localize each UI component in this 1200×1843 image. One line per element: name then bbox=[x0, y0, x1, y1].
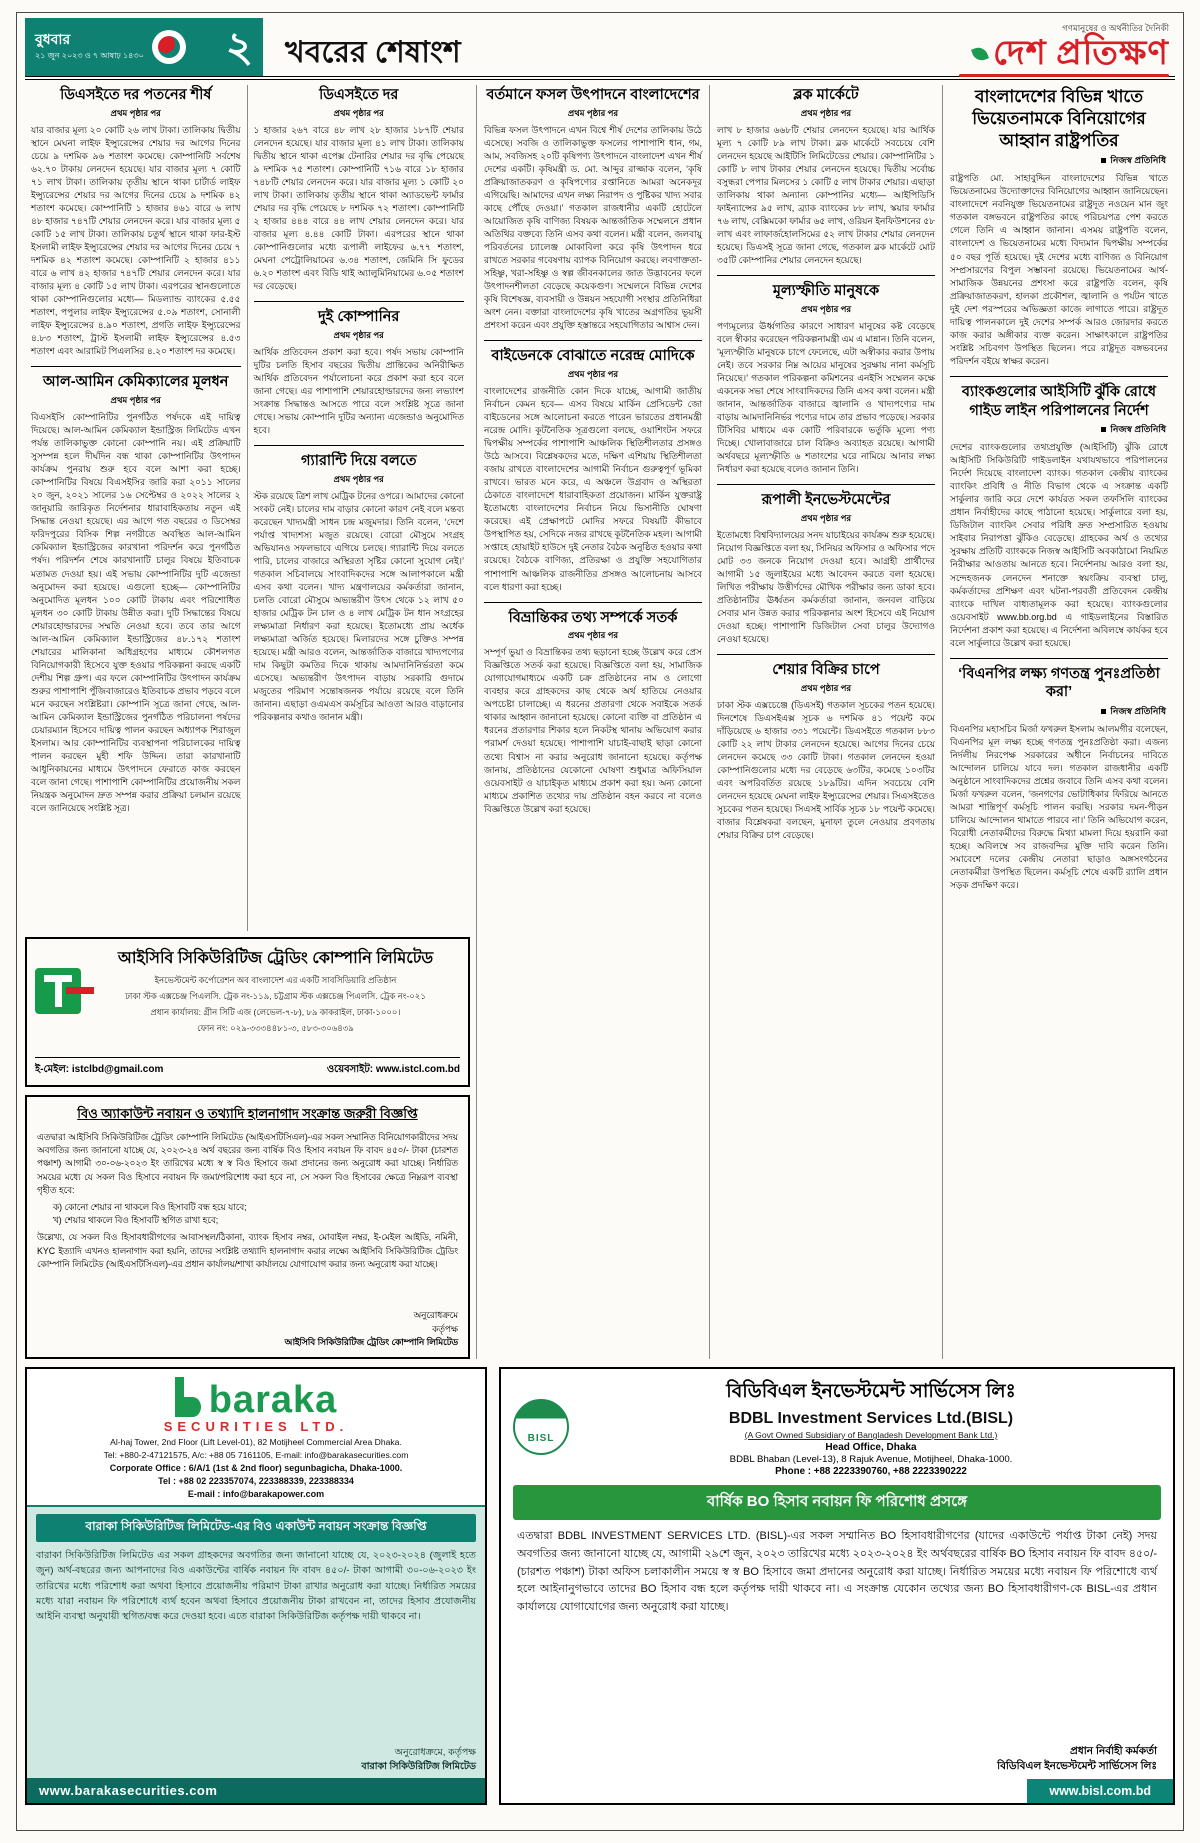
bdbl-website-bar: www.bisl.com.bd bbox=[1027, 1779, 1173, 1803]
signature-line: অনুরোধক্রমে, কর্তৃপক্ষ bbox=[394, 1746, 476, 1758]
bdbl-notice-body: এতদ্বারা BDBL INVESTMENT SERVICES LTD. (BISL)-এর সকল সম্মানিত BO হিসাবধারীগণের (যাদের একাউন্টে পর্যাপ্ত টাকা নেই) সদয় অবগতির জন্য জানানো যাচ্ছে যে, আগামী ২৯শে জুন, ২০২৩ তারিখের মধ্যে ২০২৩-২০২৪ ইং অর্থবছরের বার্ষিক BO হিসাব নবায়ন ফি বাবদ ৪৫০/- (চারশত পঞ্চাশ) টাকা অফিস চলাকালীন সময়ে স্ব স্ব BO হিসাবে জমা প্রদানের অনুরোধ করা যাচ্ছে। নির্ধারিত সময়ের মধ্যে নবায়ন ফি পরিশোধে ব্যর্থ হলে আইনানুগভাবে তাদের BO হিসাব বন্ধ হলে কর্তৃপক্ষ দায়ী থাকবে না। এ সংক্রান্ত যেকোন তথ্যের জন্য BO হিসাবধারীগণ-কে BISL-এর প্রধান কার্যালয়ে যোগাযোগের জন্য অনুরোধ করা যাচ্ছে। bbox=[517, 1530, 1157, 1614]
article-bnp-democracy bbox=[950, 658, 1168, 893]
notice-body-1: এতদ্বারা আইসিবি সিকিউরিটিজ ট্রেডিং কোম্পানি লিমিটেড (আইএসটিসিএল)-এর সকল সম্মানিত বিনিয়োগকারীদের সদয় অবগতির জন্য জানানো যাচ্ছে যে, ২০২৩-২৪ অর্থ বছরের জন্য বার্ষিক বিও হিসাব নবায়ন ফি বাবদ ৪৫০/- টাকা (চারশত পঞ্চাশ) আগামী ৩০-০৬-২০২৩ ইং তারিখের মধ্যে স্ব স্ব বিও হিসাবে জমা প্রদানের জন্য অনুরোধ করা যাচ্ছে। নির্ধারিত সময়ের মধ্যে যে সকল বিও হিসাবে নবায়ন ফি জমা/পরিশোধ করা হবে না, সে সকল বিও হিসাবের ক্ষেত্রে নিম্নরূপ ব্যবস্থা গৃহীত হবে: bbox=[37, 1132, 458, 1195]
baraka-brand: baraka bbox=[208, 1378, 338, 1421]
byline: নিজস্ব প্রতিনিধি bbox=[950, 704, 1166, 719]
continuation-note: প্রথম পৃষ্ঠার পর bbox=[567, 368, 619, 379]
continuation-note: প্রথম পৃষ্ঠার পর bbox=[800, 682, 852, 693]
article-body: বিএনপির মহাসচিব মির্জা ফখরুল ইসলাম আলমগীর বলেছেন, বিএনপির মূল লক্ষ্য হচ্ছে গণতন্ত্র পুনঃপ্রতিষ্ঠা করা। এজন্য নির্দলীয় নিরপেক্ষ সরকারের অধীনে নির্বাচনের দাবিতে আন্দোলন চালিয়ে যাবে দল। গতকাল রাজধানীর একটি অনুষ্ঠানে সাংবাদিকদের প্রশ্নের জবাবে তিনি এসব কথা বলেন। মির্জা ফখরুল বলেন, ‘জনগণের ভোটাধিকার ফিরিয়ে আনতে আমরা শান্তিপূর্ণ কর্মসূচি পালন করছি। সরকার দমন-পীড়ন চালিয়ে আন্দোলন থামাতে পারবে না।’ তিনি অভিযোগ করেন, বিরোধী নেতাকর্মীদের বিরুদ্ধে মিথ্যা মামলা দিয়ে হয়রানি করা হচ্ছে। অবিলম্বে সব রাজবন্দির মুক্তি দাবি করেন তিনি। সমাবেশে দলের কেন্দ্রীয় নেতারা ছাড়াও অঙ্গসংগঠনের নেতাকর্মীরা উপস্থিত ছিলেন। কর্মসূচি শেষে একটি র‍্যালি প্রধান সড়ক প্রদক্ষিণ করে। bbox=[950, 723, 1168, 891]
date-line: ২১ জুন ২০২৩ ও ৭ আষাঢ় ১৪৩০ bbox=[35, 50, 144, 60]
article-headline: বিভ্রান্তিকর তথ্য সম্পর্কে সতর্ক bbox=[508, 609, 678, 626]
baraka-notice-body: বারাকা সিকিউরিটিজ লিমিটেড এর সকল গ্রাহকদের অবগতির জন্য জানানো যাচ্ছে যে, ২০২৩-২০২৪ (জুলাই হতে জুন) অর্থ-বছরের জন্য আপনাদের বিও একাউন্টের বার্ষিক নবায়ন ফি বাবদ ৪৫০/- টাকা আগামী ৩০-০৬-২০২৩ ইং তারিখের মধ্যে পরিশোধ করা অথবা হিসাবে প্রয়োজনীয় পরিমাণ টাকা রাখার অনুরোধ করা যাচ্ছে। নির্ধারিত সময়ের মধ্যে যারা নবায়ন ফি পরিশোধে ব্যর্থ হবেন অথবা হিসাবে প্রয়োজনীয় টাকা রাখবেন না, তাদের হিসাব প্রযোজনীয় আইনি ব্যবস্থা অনুযায়ী স্থগিত/বন্ধ করে দেওয়া হবে। এতে বারাকা সিকিউরিটিজ কর্তৃপক্ষ দায়ী থাকবে না। bbox=[36, 1550, 476, 1623]
baraka-securities-ad bbox=[25, 1367, 487, 1805]
baraka-header bbox=[27, 1369, 485, 1505]
article-body: ঢাকা স্টক এক্সচেঞ্জে (ডিএসই) গতকাল সূচকের পতন হয়েছে। দিনশেষে ডিএসইএক্স সূচক ৬ দশমিক ৪১ পয়েন্ট কমে দাঁড়িয়েছে ৬ হাজার ৩৩১ পয়েন্টে। ডিএসইতে গতকাল ৮৮৩ কোটি ২২ লাখ টাকার লেনদেন হয়েছে। আগের দিনের চেয়ে লেনদেন কমেছে ৩৩ কোটি টাকা। গতকাল লেনদেন হওয়া কোম্পানিগুলোর মধ্যে দর বেড়েছে ৬৩টির, কমেছে ১০৩টির এবং অপরিবর্তিত রয়েছে ১৮৯টির। এদিন সবচেয়ে বেশি লেনদেন হয়েছে মেঘনা লাইফ ইন্স্যুরেন্সের শেয়ার। সিএসইতেও সূচকের পতন হয়েছে। সিএসই সার্বিক সূচক ১৮ পয়েন্ট কমেছে। বাজার বিশ্লেষকরা বলছেন, মুনাফা তুলে নেওয়ার প্রবণতায় শেয়ার বিক্রির চাপ বেড়েছে। bbox=[717, 699, 935, 841]
continuation-note: প্রথম পৃষ্ঠার পর bbox=[567, 630, 619, 641]
icb-securities-ad bbox=[25, 937, 470, 1087]
column-4 bbox=[710, 85, 943, 1359]
article-body: ইতোমধ্যে বিশ্ববিদ্যালয়ের সনদ যাচাইয়ের কার্যক্রম শুরু হয়েছে। নিয়োগ বিজ্ঞপ্তিতে বলা হয়, সিনিয়র অফিসার ও অফিসার পদে মোট ৩৩ জনকে নিয়োগ দেওয়া হবে। আগ্রহী প্রার্থীদের আগামী ১৫ জুলাইয়ের মধ্যে আবেদন করতে বলা হয়েছে। লিখিত পরীক্ষায় উত্তীর্ণদের মৌখিক পরীক্ষার জন্য ডাকা হবে। প্রতিষ্ঠানটির ঊর্ধ্বতন কর্মকর্তারা জানান, জনবল বাড়িয়ে সেবার মান উন্নত করার পরিকল্পনার অংশ হিসেবে এই নিয়োগ দেওয়া হচ্ছে। পাশাপাশি ডিজিটাল সেবা চালুর উদ্যোগও নেওয়া হয়েছে। bbox=[717, 529, 935, 645]
byline-mark-icon bbox=[1101, 427, 1106, 432]
article-body: আর্থিক প্রতিবেদন প্রকাশ করা হবে। পর্ষদ সভায় কোম্পানি দুটির চলতি হিসাব বছরের দ্বিতীয় প্রান্তিকের অনিরীক্ষিত আর্থিক প্রতিবেদন পর্যালোচনা করে প্রকাশ করা হবে বলে জানা গেছে। এর পাশাপাশি শেয়ারহোল্ডারদের জন্য লভ্যাংশ সংক্রান্ত সিদ্ধান্তও আসতে পারে বলে সংশ্লিষ্ট সূত্রে জানা গেছে। সভায় কোম্পানি দুটির অন্যান্য এজেন্ডাও অনুমোদিত হবে। bbox=[253, 346, 464, 435]
article-body: স্টক রয়েছে ত্রিশ লাখ মেট্রিক টনের ওপরে। আমাদের কোনো সংকট নেই। চালের দাম বাড়ার কোনো কারণ নেই বলে মন্তব্য করেছেন খাদ্যমন্ত্রী সাধন চন্দ্র মজুমদার। তিনি বলেন, ‘দেশে পর্যাপ্ত খাদ্যশস্য মজুত রয়েছে। বোরো মৌসুমে সংগ্রহ অভিযানও সফলভাবে এগিয়ে চলছে। গ্যারান্টি দিয়ে বলতে পারি, চালের বাজারে অস্থিরতা সৃষ্টির কোনো সুযোগ নেই।’ গতকাল সচিবালয়ে সাংবাদিকদের সঙ্গে আলাপকালে মন্ত্রী এসব কথা বলেন। খাদ্য মন্ত্রণালয়ের কর্মকর্তারা জানান, চলতি বোরো মৌসুমে অভ্যন্তরীণ উৎস থেকে ১২ লাখ ৫০ হাজার মেট্রিক টন চাল ও ৪ লাখ মেট্রিক টন ধান সংগ্রহের লক্ষ্যমাত্রা নির্ধারণ করা হয়েছে। ইতোমধ্যে প্রায় অর্ধেক লক্ষ্যমাত্রা অর্জিত হয়েছে। মিলারদের সঙ্গে চুক্তিও সম্পন্ন হয়েছে। মন্ত্রী আরও বলেন, আন্তর্জাতিক বাজারে খাদ্যপণ্যের দাম কিছুটা কমতির দিকে থাকায় আমদানিনির্ভরতা কমে এসেছে। অভ্যন্তরীণ উৎপাদন বাড়ায় সরকারি গুদামে মজুতের পরিমাণ সন্তোষজনক পর্যায়ে রয়েছে বলে তিনি জানান। এছাড়া ওএমএস কর্মসূচির আওতা আরও বাড়ানোর পরিকল্পনার কথাও জানান মন্ত্রী। bbox=[253, 490, 464, 723]
article-headline: মূল্যস্ফীতি মানুষকে bbox=[772, 283, 880, 300]
bdbl-notice-title: বার্ষিক BO হিসাব নবায়ন ফি পরিশোধ প্রসঙ্গে bbox=[513, 1485, 1161, 1520]
date-page-box bbox=[25, 18, 263, 76]
continuation-note: প্রথম পৃষ্ঠার পর bbox=[333, 473, 384, 484]
paper-emblem-icon bbox=[152, 30, 186, 64]
news-columns bbox=[25, 85, 1175, 1359]
signature-company: বিডিবিএল ইনভেস্টমেন্ট সার্ভিসেস লিঃ bbox=[997, 1760, 1157, 1773]
article-sell-pressure bbox=[717, 654, 935, 842]
article-body: বিএসইসি কোম্পানিটির পুনর্গঠিত পর্ষদকে এই দায়িত্ব দিয়েছে। আল-আমিন কেমিক্যাল ইন্ডাস্ট্রিজ লিমিটেড এখন পর্যন্ত তালিকাভুক্ত কোনো কোম্পানি নয়। এই প্রক্রিয়াটি সুসম্পন্ন হলে দীর্ঘদিন বন্ধ থাকা কোম্পানিটির উৎপাদন কার্যক্রম পুনরায় শুরু হবে বলে আশা করা হচ্ছে। কোম্পানিটির বিষয়ে বিএসইসির জারি করা ২০১১ সালের ২০ জুন, ২০২১ সালের ১৬ সেপ্টেম্বর ও ২০২২ সালের ২ জানুয়ারি জারিকৃত নির্দেশনার ধারাবাহিকতায় নতুন এই সিদ্ধান্ত নেওয়া হয়েছে। এর আগে গত বছরের ৩ ডিসেম্বর ফরিদপুরের বিসিক শিল্প নগরীতে অবস্থিত আল-আমিন কেমিক্যাল ইন্ডাস্ট্রিজের কারখানা পরিদর্শন করে পুনর্গঠিত পর্ষদ। পরিদর্শন শেষে কারখানাটি চালুর বিষয়ে ইতিবাচক মতামত দেওয়া হয়। এই সভায় কোম্পানিটির দুটি এজেন্ডা অনুমোদন করা হয়েছে। এগুলো হচ্ছে— কোম্পানিটির অনুমোদিত মূলধন ১০০ কোটি টাকায় এবং পরিশোধিত মূলধন ৩০ কোটি টাকায় উন্নীত করা। দুটি সিদ্ধান্তের বিষয়ে শেয়ারহোল্ডারদের সম্মতি নেওয়া হবে। তবে তার আগে আল-আমিন কেমিক্যাল ইন্ডাস্ট্রিজের ৪৮.১৭২ শতাংশ শেয়ারের মালিকানা অধিগ্রহণের মাধ্যমে কৌশলগত বিনিয়োগকারী হিসেবে যুক্ত হওয়ার পরিকল্পনা করছে একটি দেশীয় শিল্প গ্রুপ। এর ফলে কোম্পানিটির উৎপাদন কার্যক্রম শুরুর পাশাপাশি পুঁজিবাজারেও ইতিবাচক প্রভাব পড়বে বলে মনে করছেন সংশ্লিষ্টরা। কোম্পানি সূত্রে জানা গেছে, আল-আমিন কেমিক্যাল ইন্ডাস্ট্রিজের পুনর্গঠিত পরিচালনা পর্ষদের চেয়ারম্যান হিসেবে দায়িত্ব পালন করছেন অধ্যাপক শিরাজুল ইসলাম। আর কোম্পানিটির ব্যবস্থাপনা পরিচালকের দায়িত্ব পালন করছেন মুহী শফি উদ্দিন। তারা কারখানাটি আধুনিকায়নের মাধ্যমে উৎপাদনে ফেরাতে কাজ করছেন বলে জানা গেছে। পাশাপাশি কোম্পানিটির প্রয়োজনীয় সকল নিয়ন্ত্রক অনুমোদন দ্রুত সম্পন্ন করার প্রক্রিয়া চলমান রয়েছে বলে জানিয়েছে সংশ্লিষ্ট সূত্র। bbox=[31, 411, 241, 814]
icb-ad-address: প্রধান কার্যালয়: গ্রীন সিটি এজ (লেভেল-৭-৮), ৮৯ কাকরাইল, ঢাকা-১০০০। bbox=[150, 1007, 401, 1017]
baraka-notice-signature bbox=[36, 1746, 476, 1775]
bdbl-footer bbox=[501, 1779, 1173, 1803]
day-date bbox=[35, 31, 144, 63]
continuation-note: প্রথম পৃষ্ঠার পর bbox=[333, 329, 384, 340]
column-5 bbox=[943, 85, 1175, 1359]
icb-logo-icon bbox=[35, 968, 81, 1014]
baraka-bo-notice bbox=[27, 1505, 485, 1778]
article-body: সম্পূর্ণ ভুয়া ও বিভ্রান্তিকর তথ্য ছড়ানো হচ্ছে উল্লেখ করে প্রেস বিজ্ঞপ্তিতে সতর্ক করা হয়েছে। বিজ্ঞপ্তিতে বলা হয়, সামাজিক যোগাযোগমাধ্যমে একটি চক্র প্রতিষ্ঠানের নাম ও লোগো ব্যবহার করে গ্রাহকদের কাছ থেকে অর্থ হাতিয়ে নেওয়ার অপচেষ্টা চালাচ্ছে। এ ধরনের প্রতারণা থেকে সবাইকে সতর্ক থাকার আহ্বান জানানো হয়েছে। কোনো ব্যক্তি বা প্রতিষ্ঠান এ ধরনের প্রতারণার শিকার হলে নিকটস্থ থানায় অভিযোগ করার পরামর্শ দেওয়া হয়েছে। পাশাপাশি যাচাই-বাছাই ছাড়া কোনো তথ্যে বিশ্বাস না করার অনুরোধ জানানো হয়েছে। কর্তৃপক্ষ জানায়, প্রতিষ্ঠানের যেকোনো ঘোষণা শুধুমাত্র অফিসিয়াল ওয়েবসাইট ও যাচাইকৃত মাধ্যমে প্রকাশ করা হয়। অন্য কোনো মাধ্যমে প্রকাশিত তথ্যের দায় প্রতিষ্ঠান বহন করবে না বলেও বিজ্ঞপ্তিতে উল্লেখ করা হয়েছে। bbox=[484, 647, 702, 814]
bottom-ads bbox=[25, 1367, 1175, 1805]
baraka-corporate-tel: Tel : +88 02 223357074, 223388339, 223388334 bbox=[158, 1476, 354, 1486]
icb-email: ই-মেইল: istclbd@gmail.com bbox=[35, 1064, 164, 1075]
signature-line: অনুরোধক্রমে bbox=[413, 1310, 458, 1321]
continuation-note: প্রথম পৃষ্ঠার পর bbox=[800, 303, 852, 314]
article-headline: বাইডেনকে বোঝাতে নরেন্দ্র মোদিকে bbox=[491, 348, 695, 365]
article-headline: আল-আমিন কেমিক্যালের মূলধন bbox=[43, 374, 229, 391]
paper-nameplate bbox=[959, 18, 1175, 76]
bdbl-govt-line: (A Govt Owned Subsidiary of Bangladesh Development Bank Ltd.) bbox=[744, 1430, 998, 1440]
bisl-logo-icon: BISL bbox=[513, 1399, 569, 1455]
article-headline: রূপালী ইনভেস্টমেন্টের bbox=[761, 492, 891, 509]
signature-company: আইসিবি সিকিউরিটিজ ট্রেডিং কোম্পানি লিমিটেড bbox=[284, 1336, 458, 1347]
notice-signature bbox=[37, 1309, 458, 1349]
article-headline: ‘বিএনপির লক্ষ্য গণতন্ত্র পুনঃপ্রতিষ্ঠা করা’ bbox=[958, 665, 1160, 701]
notice-title: বিও অ্যাকাউন্ট নবায়ন ও তথ্যাদি হালনাগাদ সংক্রান্ত জরুরী বিজ্ঞপ্তি bbox=[77, 1106, 418, 1121]
continuation-note: প্রথম পৃষ্ঠার পর bbox=[800, 107, 852, 118]
bdbl-head-office: Head Office, Dhaka bbox=[825, 1442, 917, 1453]
baraka-corporate-office: Corporate Office : 6/A/1 (1st & 2nd floor) segunbagicha, Dhaka-1000. bbox=[109, 1463, 403, 1473]
article-headline: বর্তমানে ফসল উৎপাদনে বাংলাদেশের bbox=[486, 87, 700, 103]
article-rupali-investment bbox=[717, 484, 935, 646]
article-crop-production bbox=[484, 86, 702, 332]
continuation-note: প্রথম পৃষ্ঠার পর bbox=[333, 107, 384, 118]
page-number: ২ bbox=[225, 23, 253, 70]
notice-item: খ) শেয়ার থাকলে বিও হিসাবটি স্থগিত রাখা হবে; bbox=[53, 1215, 219, 1226]
column-1 bbox=[25, 85, 248, 931]
icb-ad-title: আইসিবি সিকিউরিটিজ ট্রেডিং কোম্পানি লিমিটেড bbox=[117, 950, 434, 967]
nameplate-underline bbox=[959, 74, 1169, 77]
baraka-contact: Tel: +880-2-47121575, A/c: +88 05 7161105, E-mail: info@barakasecurities.com bbox=[103, 1450, 409, 1460]
weekday: বুধবার bbox=[35, 31, 71, 48]
bdbl-address: BDBL Bhaban (Level-13), 8 Rajuk Avenue, Motijheel, Dhaka-1000. bbox=[729, 1454, 1013, 1465]
baraka-notice-title: বারাকা সিকিউরিটিজ লিমিটেড-এর বিও একাউন্ট নবায়ন সংক্রান্ত বিজ্ঞপ্তি bbox=[36, 1514, 476, 1542]
article-headline: ব্লক মার্কেটে bbox=[793, 87, 859, 103]
notice-item: ক) কোনো শেয়ার না থাকলে বিও হিসাবটি বন্ধ হয়ে যাবে; bbox=[53, 1201, 247, 1212]
article-body: পণ্যমূল্যের ঊর্ধ্বগতির কারণে সাধারণ মানুষের কষ্ট বেড়েছে বলে স্বীকার করেছেন পরিকল্পনামন্ত্রী এম এ মান্নান। তিনি বলেন, ‘মূল্যস্ফীতি মানুষকে চাপে ফেলেছে, এটা অস্বীকার করার উপায় নেই। তবে সরকার নিম্ন আয়ের মানুষের সুরক্ষায় নানা কর্মসূচি নিয়েছে।’ গতকাল পরিকল্পনা কমিশনের এনইসি সম্মেলন কক্ষে একনেক সভা শেষে সাংবাদিকদের তিনি এসব কথা বলেন। মন্ত্রী জানান, আন্তর্জাতিক বাজারে জ্বালানি ও খাদ্যপণ্যের দাম বাড়ায় আমদানিনির্ভর পণ্যের দামে তার প্রভাব পড়েছে। সরকার টিসিবির মাধ্যমে এক কোটি পরিবারকে ভর্তুকি মূল্যে পণ্য দিচ্ছে। খোলাবাজারে চাল বিক্রিও অব্যাহত রয়েছে। আগামী অর্থবছরে মূল্যস্ফীতি ৬ শতাংশের ঘরে নামিয়ে আনার লক্ষ্য নির্ধারণ করা হয়েছে বলেও জানান তিনি। bbox=[717, 320, 935, 475]
bo-renewal-notice bbox=[25, 1095, 470, 1359]
byline: নিজস্ব প্রতিনিধি bbox=[950, 153, 1166, 168]
left-column-pair bbox=[25, 85, 477, 1359]
continuation-note: প্রথম পৃষ্ঠার পর bbox=[567, 107, 619, 118]
bdbl-name-en: BDBL Investment Services Ltd.(BISL) bbox=[728, 1410, 1014, 1427]
article-al-amin-capital bbox=[31, 366, 241, 815]
byline-mark-icon bbox=[1101, 158, 1106, 163]
icb-ad-phone: ফোন নং: ০২৯-৩৩৩৪৪৮১-৩, ৫৮৩-৩০৬৪৩৯ bbox=[197, 1023, 354, 1033]
bdbl-header bbox=[501, 1369, 1173, 1481]
article-two-companies bbox=[254, 301, 465, 437]
article-headline: দুই কোম্পানির bbox=[318, 309, 400, 326]
column-2 bbox=[248, 85, 471, 931]
article-body: দেশের ব্যাংকগুলোর তথ্যপ্রযুক্তি (আইসিটি) ঝুঁকি রোধে আইসিটি সিকিউরিটি গাইডলাইন যথাযথভাবে পরিপালনের নির্দেশ দিয়েছে বাংলাদেশ ব্যাংক। গতকাল কেন্দ্রীয় ব্যাংকের ব্যাংকিং প্রবিধি ও নীতি বিভাগ থেকে এ সংক্রান্ত একটি সার্কুলার জারি করে দেশে কার্যরত সকল তফসিলি ব্যাংকের প্রধান নির্বাহীদের কাছে পাঠানো হয়েছে। সার্কুলারে বলা হয়, ডিজিটাল ব্যাংকিং সেবার পরিধি দ্রুত সম্প্রসারিত হওয়ায় সাইবার নিরাপত্তা ঝুঁকিও বেড়েছে। গ্রাহকের অর্থ ও তথ্যের সুরক্ষায় প্রতিটি ব্যাংককে নিজস্ব আইসিটি অবকাঠামো নিয়মিত নিরীক্ষার আওতায় আনতে হবে। নির্দেশনায় আরও বলা হয়, সন্দেহজনক লেনদেন শনাক্তে স্বয়ংক্রিয় ব্যবস্থা চালু, কর্মকর্তাদের প্রশিক্ষণ এবং ঘটনা-পরবর্তী প্রতিবেদন কেন্দ্রীয় ব্যাংকে দাখিল বাধ্যতামূলক করা হয়েছে। ব্যাংকগুলোর ওয়েবসাইট www.bb.org.bd এ গাইডলাইনের বিস্তারিত নির্দেশনা প্রকাশ করা হয়েছে। এ নির্দেশনা অবিলম্বে কার্যকর হবে বলে সার্কুলারে উল্লেখ করা হয়েছে। bbox=[950, 442, 1168, 648]
article-block-market bbox=[717, 86, 935, 267]
section-title: খবরের শেষাংশ bbox=[285, 36, 461, 69]
baraka-logo-icon bbox=[175, 1377, 201, 1417]
article-headline: শেয়ার বিক্রির চাপে bbox=[772, 662, 880, 679]
icb-ad-subtitle: ইনভেস্টমেন্ট কর্পোরেশন অব বাংলাদেশ এর একটি সাবসিডিয়ারি প্রতিষ্ঠান bbox=[154, 975, 397, 985]
icb-website: ওয়েবসাইট: www.istcl.com.bd bbox=[326, 1064, 460, 1075]
byline-mark-icon bbox=[1101, 709, 1106, 714]
continuation-note: প্রথম পৃষ্ঠার পর bbox=[110, 107, 161, 118]
signature-title: প্রধান নির্বাহী কর্মকর্তা bbox=[1070, 1744, 1157, 1757]
notice-items bbox=[53, 1201, 458, 1227]
article-biden-modi bbox=[484, 340, 702, 593]
article-headline: ডিএসইতে দর bbox=[319, 87, 399, 103]
article-guarantee bbox=[254, 445, 465, 724]
baraka-corporate-email: E-mail : info@barakapower.com bbox=[187, 1489, 325, 1499]
article-headline: গ্যারান্টি দিয়ে বলতে bbox=[301, 453, 417, 470]
column-3 bbox=[477, 85, 710, 1359]
article-ict-guideline bbox=[950, 376, 1168, 650]
bdbl-name-bn: বিডিবিএল ইনভেস্টমেন্ট সার্ভিসেস লিঃ bbox=[726, 1381, 1016, 1402]
notice-body-2: উল্লেখ্য, যে সকল বিও হিসাবধারীগণের আবাসস্থল/ঠিকানা, ব্যাংক হিসাব নম্বর, মোবাইল নম্বর, ই-মেইল আইডি, নমিনী, KYC ইত্যাদি এখনও হালনাগাদ করা হয়নি, তাদের সংশ্লিষ্ট তথ্যাদি হালনাগাদ করার লক্ষ্যে আইসিবি সিকিউরিটিজ ট্রেডিং কোম্পানি লিমিটেড (আইএসটিসিএল)-এর প্রধান কার্যালয়/শাখা কার্যালয়ে যোগাযোগ করার জন্য অনুরোধ করা যাচ্ছে। bbox=[37, 1232, 458, 1269]
baraka-brand-sub: SECURITIES LTD. bbox=[163, 1419, 349, 1434]
masthead bbox=[25, 18, 1175, 80]
continuation-note: প্রথম পৃষ্ঠার পর bbox=[800, 512, 852, 523]
article-body: বাংলাদেশের রাজনীতি কোন দিকে যাচ্ছে, আগামী জাতীয় নির্বাচন কেমন হবে— এসব বিষয়ে মার্কিন প্রেসিডেন্ট জো বাইডেনের সঙ্গে আলোচনা করতে পারেন ভারতের প্রধানমন্ত্রী নরেন্দ্র মোদি। কূটনৈতিক সূত্রগুলো বলছে, ওয়াশিংটন সফরে দ্বিপক্ষীয় সম্পর্কের পাশাপাশি আঞ্চলিক স্থিতিশীলতার প্রসঙ্গও উঠে আসবে। বিশ্লেষকদের মতে, দক্ষিণ এশিয়ায় স্থিতিশীলতা বজায় রাখতে বাংলাদেশের আগামী নির্বাচন গুরুত্বপূর্ণ ভূমিকা রাখবে। ভারত মনে করে, এ অঞ্চলে উগ্রবাদ ও অস্থিরতা ঠেকাতে বাংলাদেশে ধারাবাহিকতা প্রয়োজন। মার্কিন যুক্তরাষ্ট্র ইতোমধ্যে বাংলাদেশের নির্বাচন নিয়ে ভিসানীতি ঘোষণা করেছে। এই প্রেক্ষাপটে মোদির সফরে বিষয়টি কীভাবে উপস্থাপিত হয়, সেদিকে নজর রাখছে কূটনৈতিক মহল। আগামী সপ্তাহে হোয়াইট হাউসে দুই নেতার বৈঠক অনুষ্ঠিত হওয়ার কথা রয়েছে। বৈঠকে বাণিজ্য, প্রতিরক্ষা ও প্রযুক্তি সহযোগিতার পাশাপাশি আঞ্চলিক রাজনীতির প্রসঙ্গও আলোচনায় আসবে বলে ধারণা করা হচ্ছে। bbox=[484, 385, 702, 592]
paper-name: দেশ প্রতিক্ষণ bbox=[993, 35, 1169, 72]
baraka-address: Al-haj Tower, 2nd Floor (Lift Level-01), 82 Motijheel Commercial Area Dhaka. bbox=[110, 1437, 402, 1447]
article-president-vietnam bbox=[950, 86, 1168, 368]
article-headline: ডিএসইতে দর পতনের শীর্ষ bbox=[60, 87, 212, 103]
article-body: যার বাজার মূল্য ২০ কোটি ২৬ লাখ টাকা। তালিকায় দ্বিতীয় স্থানে মেঘনা লাইফ ইন্স্যুরেন্সের শেয়ার দর আগের দিনের চেয়ে ৯ দশমিক ৯৬ শতাংশ কমেছে। কোম্পানিটি সর্বশেষ ৬২.৭০ টাকায় লেনদেন হয়েছে। যার বাজার মূল্য ৭ কোটি ৭১ লাখ টাকা। তালিকায় তৃতীয় স্থানে থাকা চার্টার্ড লাইফ ইন্স্যুরেন্সের শেয়ার দর আগের দিনের চেয়ে ৯ দশমিক ৪২ শতাংশ কমেছে। কোম্পানিটি ১ হাজার ৪৬১ বারে ৬ লাখ ৪৮ হাজার ৭৪৭টি শেয়ার লেনদেন করে। যার বাজার মূল্য ৫ কোটি ১৫ লাখ টাকা। তালিকায় চতুর্থ স্থানে থাকা ফার-ইস্ট ইসলামী লাইফ ইন্স্যুরেন্সের শেয়ার দর আগের দিনের চেয়ে ৭ দশমিক ৪২ শতাংশ কমেছে। কোম্পানিটি ২ হাজার ৪১১ বারে ৬ লাখ ৪২ হাজার ৭৪৭টি শেয়ার লেনদেন করে। যার বাজার মূল্য ৪ কোটি ১৫ লাখ টাকা। এরপরের স্থানগুলোতে থাকা কোম্পানিগুলোর মধ্যে— মিডল্যান্ড ব্যাংকের ৫.৫৫ শতাংশ, পপুলার লাইফ ইন্স্যুরেন্সের ৫.০৯ শতাংশ, সোনালী লাইফ ইন্স্যুরেন্সের ৪.৯০ শতাংশ, প্রগতি লাইফ ইন্স্যুরেন্সের ৪.৮৩ শতাংশ, ট্রাস্ট ইসলামী লাইফ ইন্স্যুরেন্সের ৪.৫৩ শতাংশ এবং আরামিট পিএলসির ৪.২০ শতাংশ দর কমেছে। bbox=[31, 124, 241, 357]
signature-line: কর্তৃপক্ষ bbox=[432, 1323, 458, 1334]
icb-ad-trek: ঢাকা স্টক এক্সচেঞ্জ পিএলসি. ট্রেক নং-১১৯, চট্টগ্রাম স্টক এক্সচেঞ্জ পিএলসি. ট্রেক নং-০২১ bbox=[125, 991, 426, 1001]
paper-tagline: গণমানুষের ও অর্থনীতির দৈনিকী bbox=[1062, 23, 1169, 33]
page-frame bbox=[16, 12, 1184, 1831]
article-body: ১ হাজার ২৬৭ বারে ৪৮ লাখ ২৮ হাজার ১৮৭টি শেয়ার লেনদেন হয়েছে। যার বাজার মূল্য ৪১ লাখ টাকা। তালিকায় দ্বিতীয় স্থানে থাকা এপেক্স টেনারির শেয়ার দর বৃদ্ধি পেয়েছে ৯ দশমিক ৭৫ শতাংশ। কোম্পানিটি ৭১৬ বারে ১৮ হাজার ৭৪৮টি শেয়ার লেনদেন করে। যার বাজার মূল্য ১ কোটি ২০ লাখ টাকা। তালিকায় তৃতীয় স্থানে থাকা অ্যাডভেন্ট ফার্মার শেয়ার দর বৃদ্ধি পেয়েছে ৮ দশমিক ৭২ শতাংশ। কোম্পানিটি ২ হাজার ৪৪৪ বারে ৪৪ লাখ শেয়ার লেনদেন করে। যার বাজার মূল্য ৪.৪৪ কোটি টাকা। এরপরের স্থানে থাকা কোম্পানিগুলোর মধ্যে রূপালী লাইফের ৬.৭৭ শতাংশ, মেঘনা পেট্রোলিয়ামের ৬.৩৪ শতাংশ, জেমিনি সি ফুডের ৬.২০ শতাংশ এবং বিডি থাই অ্যালুমিনিয়ামের ৬.০৫ শতাংশ দর বেড়েছে। bbox=[253, 124, 464, 292]
article-inflation bbox=[717, 275, 935, 476]
article-body: লাখ ৮ হাজার ৬৬৮টি শেয়ার লেনদেন হয়েছে। যার আর্থিক মূল্য ৭ কোটি ৮৯ লাখ টাকা। ব্লক মার্কেটে সবচেয়ে বেশি লেনদেন হয়েছে আইটিসি লিমিটেডের শেয়ার। কোম্পানিটির ১ কোটি ৮ লাখ টাকার শেয়ার লেনদেন হয়েছে। দ্বিতীয় সর্বোচ্চ বসুন্ধরা পেপার মিলসের ১ কোটি ৫ লাখ টাকার শেয়ার। এছাড়া তালিকায় থাকা অন্যান্য কোম্পানির মধ্যে— আইপিডিসি ফাইন্যান্সের ৯৫ লাখ, ব্র্যাক ব্যাংকের ৮৮ লাখ, স্কয়ার ফার্মার ৭৬ লাখ, বেক্সিমকো ফার্মার ৬৫ লাখ, ওরিয়ন ইনফিউশনের ৫৮ লাখ এবং লাফার্জহোলসিমের ৫২ লাখ টাকার শেয়ার লেনদেন হয়েছে। ডিএসই সূত্রে জানা গেছে, গতকাল ব্লক মার্কেটে মোট ৩৫টি কোম্পানির শেয়ার লেনদেন হয়েছে। bbox=[717, 124, 935, 266]
article-dse-gainers bbox=[254, 86, 465, 293]
article-headline: বাংলাদেশের বিভিন্ন খাতে ভিয়েতনামকে বিনিয়োগের আহ্বান রাষ্ট্রপতির bbox=[972, 87, 1146, 150]
leaf-icon bbox=[971, 45, 989, 63]
article-dse-losers bbox=[31, 86, 241, 358]
article-headline: ব্যাংকগুলোর আইসিটি ঝুঁকি রোধে গাইড লাইন পরিপালনের নির্দেশ bbox=[961, 383, 1157, 419]
article-body: রাষ্ট্রপতি মো. সাহাবুদ্দিন বাংলাদেশের বিভিন্ন খাতে ভিয়েতনামের উদ্যোক্তাদের বিনিয়োগের আহ্বান জানিয়েছেন। বাংলাদেশে নবনিযুক্ত ভিয়েতনামের রাষ্ট্রদূত নওয়েন মান জুং গতকাল বঙ্গভবনে রাষ্ট্রপতির কাছে পরিচয়পত্র পেশ করতে গেলে তিনি এ আহ্বান জানান। এসময় রাষ্ট্রপতি বলেন, বাংলাদেশ ও ভিয়েতনামের মধ্যে বিদ্যমান দ্বিপক্ষীয় সম্পর্কের ৫০ বছর পূর্তি হয়েছে। দুই দেশের মধ্যে বাণিজ্য ও বিনিয়োগ সম্প্রসারণের বিপুল সম্ভাবনা রয়েছে। ভিয়েতনামের আর্থ-সামাজিক উন্নয়নের প্রশংসা করে রাষ্ট্রপতি বলেন, কৃষি প্রক্রিয়াজাতকরণ, হালকা প্রকৌশল, জ্বালানি ও পর্যটন খাতে দুই দেশ পরস্পরের অভিজ্ঞতা কাজে লাগাতে পারে। রাষ্ট্রদূত দায়িত্ব পালনকালে দুই দেশের সম্পর্ক আরও জোরদার করতে কাজ করার অঙ্গীকার ব্যক্ত করেন। সাক্ষাৎকালে রাষ্ট্রপতির সংশ্লিষ্ট সচিবগণ উপস্থিত ছিলেন। পরে রাষ্ট্রদূত বঙ্গভবনের পরিদর্শন বইয়ে স্বাক্ষর করেন। bbox=[950, 173, 1168, 366]
bdbl-signature bbox=[501, 1744, 1173, 1780]
byline: নিজস্ব প্রতিনিধি bbox=[950, 422, 1166, 437]
article-body: বিভিন্ন ফসল উৎপাদনে এখন বিশ্বে শীর্ষ দেশের তালিকায় উঠে এসেছে। সবজি ও তালিকাভুক্ত ফসলের পাশাপাশি ধান, গম, আম, সবজিসহ ২০টি কৃষিপণ্য উৎপাদনে বাংলাদেশ এখন শীর্ষ দেশের একটি। কৃষিমন্ত্রী ড. মো. আব্দুর রাজ্জাক বলেন, ‘কৃষি প্রক্রিয়াজাতকরণ ও কৃষিপণ্যের রপ্তানিতে আমরা অনেকদূর এগিয়েছি। আমাদের এখন লক্ষ্য নিরাপদ ও পুষ্টিকর খাদ্য সবার কাছে পৌঁছে দেওয়া।’ গতকাল রাজধানীর একটি হোটেলে আয়োজিত কৃষি বাণিজ্য বিষয়ক আন্তর্জাতিক সম্মেলনে প্রধান অতিথির বক্তব্যে তিনি এসব কথা বলেন। মন্ত্রী বলেন, জলবায়ু পরিবর্তনের চ্যালেঞ্জ মোকাবিলা করে কৃষি উৎপাদন ধরে রাখতে সরকার গবেষণায় ব্যাপক বিনিয়োগ করছে। লবণাক্ততা-সহিষ্ণু, খরা-সহিষ্ণু ও স্বল্প জীবনকালের জাত উদ্ভাবনের ফলে উৎপাদনশীলতা বেড়েছে কয়েকগুণ। সম্মেলনে বিভিন্ন দেশের কৃষি বিশেষজ্ঞ, ব্যবসায়ী ও উন্নয়ন সহযোগী সংস্থার প্রতিনিধিরা অংশ নেন। বক্তারা বাংলাদেশের কৃষি খাতের অগ্রগতির ভূয়সী প্রশংসা করেন এবং প্রযুক্তি হস্তান্তরে সহযোগিতার আশ্বাস দেন। bbox=[484, 124, 702, 331]
baraka-website-bar: www.barakasecurities.com bbox=[27, 1778, 485, 1803]
bdbl-phone: Phone : +88 2223390760, +88 2223390222 bbox=[775, 1466, 967, 1477]
article-misleading-info bbox=[484, 602, 702, 816]
bdbl-investment-ad bbox=[499, 1367, 1175, 1805]
signature-company: বারাকা সিকিউরিটিজ লিমিটেড bbox=[361, 1760, 476, 1772]
continuation-note: প্রথম পৃষ্ঠার পর bbox=[110, 394, 161, 405]
